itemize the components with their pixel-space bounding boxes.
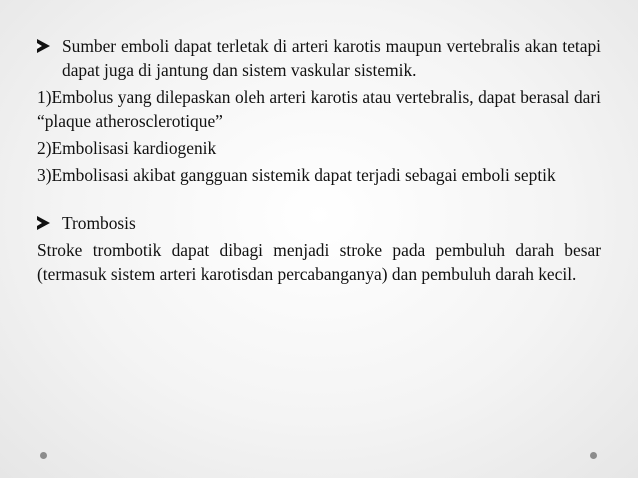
- bullet-emboli-source: [37, 34, 601, 82]
- list-item-embolisasi-sistemik: 3)Embolisasi akibat gangguan sistemik dapat terjadi sebagai emboli septik: [37, 165, 556, 185]
- list-item-embolisasi-kardiogenik: 2)Embolisasi kardiogenik: [37, 138, 217, 158]
- arrow-bullet-icon: [37, 39, 50, 53]
- decorative-dot-left: [40, 452, 47, 459]
- bullet-emboli-source-text: Sumber emboli dapat terletak di arteri karotis maupun vertebralis akan tetapi dapat juga di jantung dan sistem vaskular sistemik.: [62, 36, 601, 80]
- paragraph-stroke-trombotik: Stroke trombotik dapat dibagi menjadi stroke pada pembuluh darah besar (termasuk sistem arteri karotisdan percabanganya) dan pembuluh darah kecil.: [37, 240, 601, 284]
- slide-content: [37, 34, 601, 286]
- bullet-trombosis-text: Trombosis: [62, 213, 136, 233]
- arrow-bullet-icon: [37, 216, 50, 230]
- decorative-dot-right: [590, 452, 597, 459]
- bullet-trombosis: [37, 211, 601, 235]
- list-item-embolus-karotis: 1)Embolus yang dilepaskan oleh arteri karotis atau vertebralis, dapat berasal dari “plaque atherosclerotique”: [37, 87, 601, 131]
